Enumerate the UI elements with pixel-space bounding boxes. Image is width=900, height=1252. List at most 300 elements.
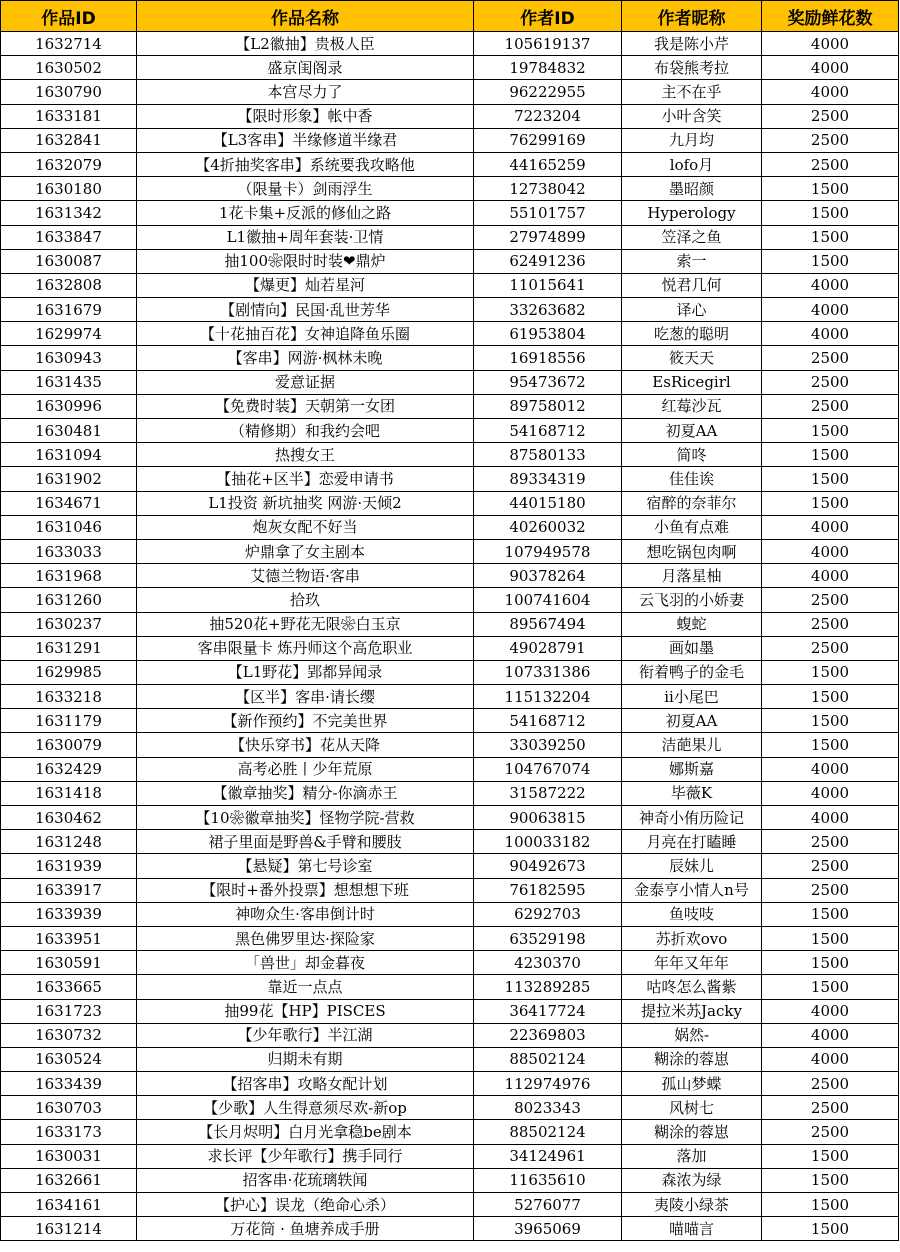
work-id-cell: 1633439 xyxy=(1,1072,137,1096)
reward-cell: 2500 xyxy=(762,1072,899,1096)
author-id-cell: 12738042 xyxy=(474,177,622,201)
author-id-cell: 11015641 xyxy=(474,273,622,297)
table-row xyxy=(1,370,899,394)
work-id-cell: 1633033 xyxy=(1,539,137,563)
table-row xyxy=(1,564,899,588)
author-nickname-cell: 神奇小侑历险记 xyxy=(622,806,762,830)
author-nickname-cell: 想吃锅包肉啊 xyxy=(622,539,762,563)
author-nickname-cell: 我是陈小芹 xyxy=(622,32,762,56)
work-name-cell: 【少歌】人生得意须尽欢-新op xyxy=(137,1096,474,1120)
work-name-cell: 【新作预约】不完美世界 xyxy=(137,709,474,733)
reward-cell: 2500 xyxy=(762,830,899,854)
work-id-cell: 1631179 xyxy=(1,709,137,733)
table-row xyxy=(1,273,899,297)
reward-cell: 1500 xyxy=(762,926,899,950)
work-id-cell: 1631248 xyxy=(1,830,137,854)
work-id-cell: 1630079 xyxy=(1,733,137,757)
author-id-cell: 11635610 xyxy=(474,1168,622,1192)
author-nickname-cell: 九月均 xyxy=(622,128,762,152)
author-id-cell: 33039250 xyxy=(474,733,622,757)
author-nickname-cell: 简咚 xyxy=(622,443,762,467)
reward-cell: 2500 xyxy=(762,370,899,394)
work-id-cell: 1631094 xyxy=(1,443,137,467)
table-row xyxy=(1,878,899,902)
author-id-cell: 112974976 xyxy=(474,1072,622,1096)
reward-cell: 1500 xyxy=(762,902,899,926)
table-row xyxy=(1,177,899,201)
author-id-cell: 31587222 xyxy=(474,781,622,805)
work-id-cell: 1631046 xyxy=(1,515,137,539)
header-reward: 奖励鲜花数 xyxy=(762,1,899,32)
author-id-cell: 115132204 xyxy=(474,685,622,709)
work-name-cell: 热搜女王 xyxy=(137,443,474,467)
author-nickname-cell: 苏折欢ovo xyxy=(622,926,762,950)
work-id-cell: 1632429 xyxy=(1,757,137,781)
reward-cell: 1500 xyxy=(762,225,899,249)
author-nickname-cell: 吃葱的聪明 xyxy=(622,322,762,346)
reward-cell: 4000 xyxy=(762,781,899,805)
table-row xyxy=(1,56,899,80)
author-nickname-cell: 辰妹儿 xyxy=(622,854,762,878)
reward-cell: 1500 xyxy=(762,491,899,515)
author-nickname-cell: 初夏AA xyxy=(622,709,762,733)
author-nickname-cell: 风树七 xyxy=(622,1096,762,1120)
author-id-cell: 62491236 xyxy=(474,249,622,273)
work-name-cell: 【区半】客串·请长缨 xyxy=(137,685,474,709)
work-name-cell: 黑色佛罗里达·探险家 xyxy=(137,926,474,950)
work-id-cell: 1631435 xyxy=(1,370,137,394)
work-name-cell: 客串限量卡 炼丹师这个高危职业 xyxy=(137,636,474,660)
table-row xyxy=(1,709,899,733)
work-name-cell: 【长月烬明】白月光拿稳be剧本 xyxy=(137,1120,474,1144)
work-name-cell: 靠近一点点 xyxy=(137,975,474,999)
work-name-cell: 本宫尽力了 xyxy=(137,80,474,104)
work-name-cell: 【徽章抽奖】精分-你滴赤王 xyxy=(137,781,474,805)
header-work-name: 作品名称 xyxy=(137,1,474,32)
author-id-cell: 40260032 xyxy=(474,515,622,539)
work-name-cell: 炮灰女配不好当 xyxy=(137,515,474,539)
author-id-cell: 100741604 xyxy=(474,588,622,612)
author-id-cell: 44015180 xyxy=(474,491,622,515)
reward-cell: 1500 xyxy=(762,1168,899,1192)
author-nickname-cell: 云飞羽的小娇妻 xyxy=(622,588,762,612)
table-row xyxy=(1,926,899,950)
work-id-cell: 1633665 xyxy=(1,975,137,999)
work-name-cell: 求长评【少年歌行】携手同行 xyxy=(137,1144,474,1168)
author-nickname-cell: 索一 xyxy=(622,249,762,273)
reward-cell: 4000 xyxy=(762,56,899,80)
work-id-cell: 1630996 xyxy=(1,394,137,418)
reward-cell: 4000 xyxy=(762,539,899,563)
table-row xyxy=(1,1072,899,1096)
table-row xyxy=(1,830,899,854)
author-id-cell: 5276077 xyxy=(474,1193,622,1217)
author-id-cell: 34124961 xyxy=(474,1144,622,1168)
author-nickname-cell: 毕薇K xyxy=(622,781,762,805)
work-id-cell: 1630732 xyxy=(1,1023,137,1047)
author-id-cell: 4230370 xyxy=(474,951,622,975)
work-name-cell: 归期未有期 xyxy=(137,1047,474,1071)
table-row xyxy=(1,975,899,999)
author-id-cell: 107331386 xyxy=(474,660,622,684)
work-id-cell: 1633218 xyxy=(1,685,137,709)
work-name-cell: 抽520花+野花无限❀白玉京 xyxy=(137,612,474,636)
work-id-cell: 1631723 xyxy=(1,999,137,1023)
reward-cell: 1500 xyxy=(762,201,899,225)
author-nickname-cell: 筱天天 xyxy=(622,346,762,370)
table-row xyxy=(1,999,899,1023)
table-row xyxy=(1,1217,899,1241)
author-nickname-cell: 月落星柚 xyxy=(622,564,762,588)
reward-cell: 4000 xyxy=(762,298,899,322)
reward-cell: 1500 xyxy=(762,1193,899,1217)
table-row xyxy=(1,249,899,273)
reward-cell: 4000 xyxy=(762,80,899,104)
reward-cell: 2500 xyxy=(762,854,899,878)
table-row xyxy=(1,1096,899,1120)
author-id-cell: 89758012 xyxy=(474,394,622,418)
work-id-cell: 1631342 xyxy=(1,201,137,225)
work-id-cell: 1632079 xyxy=(1,152,137,176)
author-nickname-cell: 宿醉的奈菲尔 xyxy=(622,491,762,515)
reward-cell: 2500 xyxy=(762,1096,899,1120)
work-name-cell: 高考必胜丨少年荒原 xyxy=(137,757,474,781)
header-row xyxy=(1,1,899,32)
header-author-nickname: 作者昵称 xyxy=(622,1,762,32)
author-id-cell: 33263682 xyxy=(474,298,622,322)
table-row xyxy=(1,612,899,636)
table-row xyxy=(1,32,899,56)
table-row xyxy=(1,128,899,152)
reward-cell: 2500 xyxy=(762,394,899,418)
work-id-cell: 1630790 xyxy=(1,80,137,104)
author-nickname-cell: 孤山梦蝶 xyxy=(622,1072,762,1096)
table-row xyxy=(1,660,899,684)
table-row xyxy=(1,951,899,975)
table-row xyxy=(1,854,899,878)
table-row xyxy=(1,515,899,539)
reward-cell: 1500 xyxy=(762,419,899,443)
reward-cell: 1500 xyxy=(762,685,899,709)
table-row xyxy=(1,491,899,515)
table-row xyxy=(1,443,899,467)
work-name-cell: L1投资 新坑抽奖 网游·天倾2 xyxy=(137,491,474,515)
table-row xyxy=(1,298,899,322)
work-name-cell: 【4折抽奖客串】系统要我攻略他 xyxy=(137,152,474,176)
author-nickname-cell: 佳佳诶 xyxy=(622,467,762,491)
work-name-cell: 【L3客串】半缘修道半缘君 xyxy=(137,128,474,152)
table-row xyxy=(1,322,899,346)
author-id-cell: 6292703 xyxy=(474,902,622,926)
work-name-cell: 【10❀徽章抽奖】怪物学院-营救 xyxy=(137,806,474,830)
table-row xyxy=(1,588,899,612)
author-id-cell: 19784832 xyxy=(474,56,622,80)
author-id-cell: 61953804 xyxy=(474,322,622,346)
author-nickname-cell: 糊涂的蓉崽 xyxy=(622,1120,762,1144)
author-nickname-cell: 洁葩果儿 xyxy=(622,733,762,757)
work-name-cell: 【少年歌行】半江湖 xyxy=(137,1023,474,1047)
work-id-cell: 1631291 xyxy=(1,636,137,660)
reward-cell: 4000 xyxy=(762,757,899,781)
author-id-cell: 36417724 xyxy=(474,999,622,1023)
author-nickname-cell: 糊涂的蓉崽 xyxy=(622,1047,762,1071)
reward-cell: 4000 xyxy=(762,1023,899,1047)
author-id-cell: 90492673 xyxy=(474,854,622,878)
author-id-cell: 3965069 xyxy=(474,1217,622,1241)
author-nickname-cell: 年年又年年 xyxy=(622,951,762,975)
work-id-cell: 1633917 xyxy=(1,878,137,902)
work-id-cell: 1634161 xyxy=(1,1193,137,1217)
author-nickname-cell: 墨昭颜 xyxy=(622,177,762,201)
work-id-cell: 1632808 xyxy=(1,273,137,297)
reward-cell: 1500 xyxy=(762,443,899,467)
work-name-cell: 1花卡集+反派的修仙之路 xyxy=(137,201,474,225)
table-row xyxy=(1,394,899,418)
author-id-cell: 100033182 xyxy=(474,830,622,854)
work-name-cell: 抽100❀限时时装❤鼎炉 xyxy=(137,249,474,273)
author-id-cell: 8023343 xyxy=(474,1096,622,1120)
author-nickname-cell: 落加 xyxy=(622,1144,762,1168)
work-id-cell: 1632714 xyxy=(1,32,137,56)
author-id-cell: 87580133 xyxy=(474,443,622,467)
table-row xyxy=(1,1193,899,1217)
work-name-cell: 【L2徽抽】贵极人臣 xyxy=(137,32,474,56)
author-id-cell: 104767074 xyxy=(474,757,622,781)
reward-cell: 1500 xyxy=(762,467,899,491)
work-name-cell: 【限时形象】帐中香 xyxy=(137,104,474,128)
reward-cell: 2500 xyxy=(762,104,899,128)
author-nickname-cell: 娜斯嘉 xyxy=(622,757,762,781)
work-id-cell: 1633847 xyxy=(1,225,137,249)
table-row xyxy=(1,104,899,128)
author-id-cell: 89567494 xyxy=(474,612,622,636)
work-name-cell: 拾玖 xyxy=(137,588,474,612)
work-name-cell: 万花筒 · 鱼塘养成手册 xyxy=(137,1217,474,1241)
author-nickname-cell: 布袋熊考拉 xyxy=(622,56,762,80)
work-name-cell: 抽99花【HP】PISCES xyxy=(137,999,474,1023)
reward-cell: 4000 xyxy=(762,322,899,346)
work-id-cell: 1633951 xyxy=(1,926,137,950)
reward-cell: 2500 xyxy=(762,346,899,370)
author-id-cell: 105619137 xyxy=(474,32,622,56)
work-name-cell: 【爆更】灿若星河 xyxy=(137,273,474,297)
table-row xyxy=(1,781,899,805)
work-id-cell: 1630462 xyxy=(1,806,137,830)
author-nickname-cell: 小叶含笑 xyxy=(622,104,762,128)
work-name-cell: 【免费时装】天朝第一女团 xyxy=(137,394,474,418)
work-id-cell: 1630180 xyxy=(1,177,137,201)
reward-cell: 1500 xyxy=(762,177,899,201)
author-id-cell: 107949578 xyxy=(474,539,622,563)
author-id-cell: 89334319 xyxy=(474,467,622,491)
work-name-cell: 艾德兰物语·客串 xyxy=(137,564,474,588)
author-nickname-cell: 蝮蛇 xyxy=(622,612,762,636)
author-id-cell: 44165259 xyxy=(474,152,622,176)
work-name-cell: 裙子里面是野兽&手臂和腰肢 xyxy=(137,830,474,854)
table-row xyxy=(1,902,899,926)
author-id-cell: 16918556 xyxy=(474,346,622,370)
table-row xyxy=(1,80,899,104)
author-nickname-cell: 咕咚怎么酱紫 xyxy=(622,975,762,999)
work-name-cell: 【抽花+区半】恋爱申请书 xyxy=(137,467,474,491)
author-id-cell: 49028791 xyxy=(474,636,622,660)
reward-cell: 4000 xyxy=(762,999,899,1023)
author-nickname-cell: 笠泽之鱼 xyxy=(622,225,762,249)
work-id-cell: 1633173 xyxy=(1,1120,137,1144)
author-nickname-cell: 初夏AA xyxy=(622,419,762,443)
work-id-cell: 1633939 xyxy=(1,902,137,926)
author-id-cell: 54168712 xyxy=(474,419,622,443)
work-id-cell: 1631939 xyxy=(1,854,137,878)
work-name-cell: 盛京闺阁录 xyxy=(137,56,474,80)
author-id-cell: 96222955 xyxy=(474,80,622,104)
work-name-cell: （精修期）和我约会吧 xyxy=(137,419,474,443)
work-id-cell: 1631214 xyxy=(1,1217,137,1241)
author-nickname-cell: 悦君几何 xyxy=(622,273,762,297)
author-nickname-cell: ii小尾巴 xyxy=(622,685,762,709)
work-name-cell: 爱意证据 xyxy=(137,370,474,394)
author-id-cell: 76299169 xyxy=(474,128,622,152)
table-row xyxy=(1,419,899,443)
work-id-cell: 1630481 xyxy=(1,419,137,443)
work-id-cell: 1630502 xyxy=(1,56,137,80)
author-id-cell: 95473672 xyxy=(474,370,622,394)
table-row xyxy=(1,806,899,830)
author-id-cell: 54168712 xyxy=(474,709,622,733)
reward-cell: 2500 xyxy=(762,878,899,902)
work-name-cell: 神吻众生·客串倒计时 xyxy=(137,902,474,926)
work-id-cell: 1634671 xyxy=(1,491,137,515)
reward-cell: 4000 xyxy=(762,1047,899,1071)
author-nickname-cell: 画如墨 xyxy=(622,636,762,660)
author-nickname-cell: 鱼吱吱 xyxy=(622,902,762,926)
work-name-cell: 【悬疑】第七号诊室 xyxy=(137,854,474,878)
work-id-cell: 1631418 xyxy=(1,781,137,805)
author-nickname-cell: Hyperology xyxy=(622,201,762,225)
work-name-cell: 【限时+番外投票】想想想下班 xyxy=(137,878,474,902)
work-name-cell: 【护心】误龙（绝命心杀） xyxy=(137,1193,474,1217)
author-id-cell: 63529198 xyxy=(474,926,622,950)
author-id-cell: 76182595 xyxy=(474,878,622,902)
table-row xyxy=(1,1168,899,1192)
table-row xyxy=(1,1023,899,1047)
reward-cell: 1500 xyxy=(762,1144,899,1168)
table-row xyxy=(1,467,899,491)
author-nickname-cell: 夷陵小绿茶 xyxy=(622,1193,762,1217)
reward-cell: 1500 xyxy=(762,249,899,273)
author-id-cell: 90063815 xyxy=(474,806,622,830)
author-nickname-cell: 森浓为绿 xyxy=(622,1168,762,1192)
work-id-cell: 1631968 xyxy=(1,564,137,588)
work-id-cell: 1630591 xyxy=(1,951,137,975)
author-nickname-cell: lofo月 xyxy=(622,152,762,176)
table-row xyxy=(1,539,899,563)
table-body xyxy=(1,32,899,1241)
work-name-cell: 【客串】网游·枫林未晚 xyxy=(137,346,474,370)
reward-cell: 1500 xyxy=(762,709,899,733)
reward-cell: 2500 xyxy=(762,588,899,612)
reward-cell: 2500 xyxy=(762,1120,899,1144)
author-nickname-cell: 译心 xyxy=(622,298,762,322)
work-id-cell: 1629985 xyxy=(1,660,137,684)
author-nickname-cell: 主不在乎 xyxy=(622,80,762,104)
work-name-cell: 炉鼎拿了女主剧本 xyxy=(137,539,474,563)
header-work-id: 作品ID xyxy=(1,1,137,32)
table-row xyxy=(1,201,899,225)
work-id-cell: 1631679 xyxy=(1,298,137,322)
work-id-cell: 1633181 xyxy=(1,104,137,128)
work-name-cell: 【L1野花】郢都异闻录 xyxy=(137,660,474,684)
table-row xyxy=(1,1047,899,1071)
author-id-cell: 88502124 xyxy=(474,1120,622,1144)
author-id-cell: 90378264 xyxy=(474,564,622,588)
table-row xyxy=(1,733,899,757)
reward-cell: 4000 xyxy=(762,515,899,539)
author-nickname-cell: 衔着鸭子的金毛 xyxy=(622,660,762,684)
table-row xyxy=(1,757,899,781)
table-row xyxy=(1,685,899,709)
reward-cell: 1500 xyxy=(762,1217,899,1241)
table-row xyxy=(1,1120,899,1144)
work-id-cell: 1630703 xyxy=(1,1096,137,1120)
reward-cell: 2500 xyxy=(762,128,899,152)
author-id-cell: 88502124 xyxy=(474,1047,622,1071)
reward-cell: 4000 xyxy=(762,32,899,56)
author-nickname-cell: 提拉米苏Jacky xyxy=(622,999,762,1023)
work-name-cell: L1徽抽+周年套装·卫情 xyxy=(137,225,474,249)
table-row xyxy=(1,346,899,370)
header-author-id: 作者ID xyxy=(474,1,622,32)
reward-cell: 4000 xyxy=(762,273,899,297)
work-id-cell: 1630237 xyxy=(1,612,137,636)
reward-cell: 4000 xyxy=(762,806,899,830)
author-nickname-cell: 小鱼有点难 xyxy=(622,515,762,539)
reward-cell: 2500 xyxy=(762,152,899,176)
author-nickname-cell: 娲然- xyxy=(622,1023,762,1047)
work-id-cell: 1629974 xyxy=(1,322,137,346)
work-id-cell: 1630524 xyxy=(1,1047,137,1071)
work-name-cell: 「兽世」却金暮夜 xyxy=(137,951,474,975)
reward-cell: 1500 xyxy=(762,951,899,975)
work-id-cell: 1631902 xyxy=(1,467,137,491)
author-nickname-cell: 喵喵言 xyxy=(622,1217,762,1241)
reward-cell: 2500 xyxy=(762,636,899,660)
author-id-cell: 113289285 xyxy=(474,975,622,999)
work-id-cell: 1632661 xyxy=(1,1168,137,1192)
work-name-cell: 【剧情向】民国·乱世芳华 xyxy=(137,298,474,322)
reward-cell: 4000 xyxy=(762,564,899,588)
reward-cell: 1500 xyxy=(762,660,899,684)
table-row xyxy=(1,636,899,660)
author-id-cell: 55101757 xyxy=(474,201,622,225)
work-name-cell: 【快乐穿书】花从天降 xyxy=(137,733,474,757)
author-nickname-cell: EsRicegirl xyxy=(622,370,762,394)
table-row xyxy=(1,1144,899,1168)
table-row xyxy=(1,225,899,249)
author-id-cell: 22369803 xyxy=(474,1023,622,1047)
author-nickname-cell: 月亮在打瞌睡 xyxy=(622,830,762,854)
work-id-cell: 1630031 xyxy=(1,1144,137,1168)
reward-cell: 1500 xyxy=(762,733,899,757)
author-id-cell: 7223204 xyxy=(474,104,622,128)
reward-cell: 2500 xyxy=(762,612,899,636)
work-name-cell: 【十花抽百花】女神追降鱼乐圈 xyxy=(137,322,474,346)
work-id-cell: 1631260 xyxy=(1,588,137,612)
work-id-cell: 1630087 xyxy=(1,249,137,273)
author-id-cell: 27974899 xyxy=(474,225,622,249)
reward-cell: 1500 xyxy=(762,975,899,999)
table-row xyxy=(1,152,899,176)
